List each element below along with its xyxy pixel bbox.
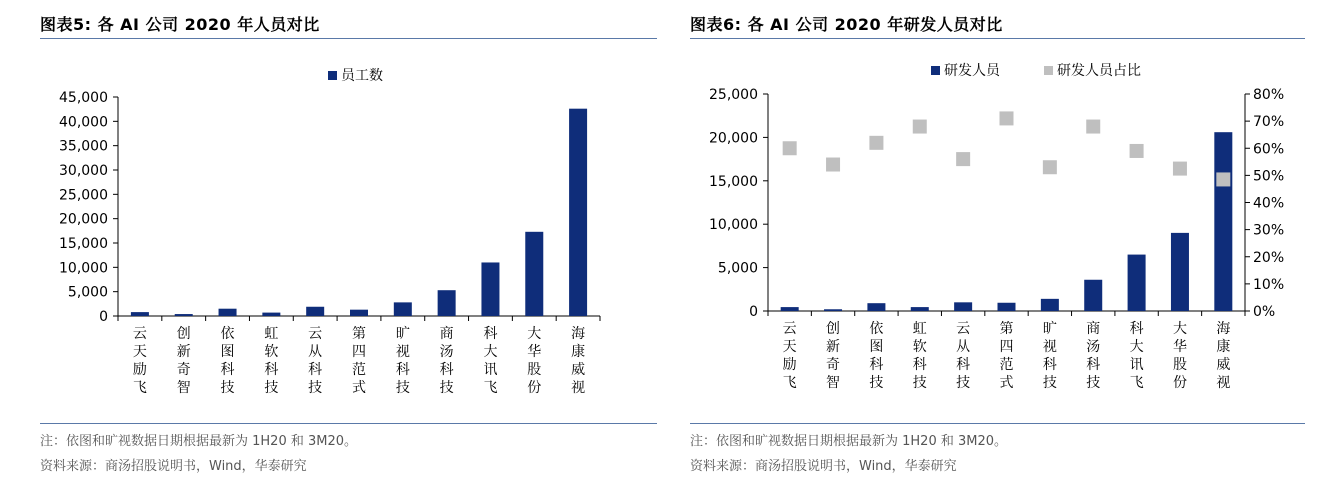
bar [306,307,324,316]
bar [954,302,972,311]
y-tick-label: 0 [99,309,108,325]
bar [262,313,280,316]
bar [394,302,412,316]
y-tick-label: 10,000 [59,260,108,277]
y-tick-label: 35,000 [59,138,108,155]
y2-tick-label: 30% [1253,222,1285,239]
right-chart-panel [690,0,1305,479]
x-tick-label: 科大讯飞 [483,326,498,396]
bar [481,262,499,316]
x-tick-label: 依图科技 [869,321,884,391]
y2-tick-label: 60% [1253,141,1285,158]
bar [569,109,587,316]
scatter-point [826,158,840,172]
chart-title: 图表6: 各 AI 公司 2020 年研发人员对比 [690,15,1003,34]
scatter-point [913,120,927,134]
y-tick-label: 15,000 [709,173,758,190]
chart-source: 资料来源：商汤招股说明书，Wind，华泰研究 [690,459,957,474]
note-divider [40,423,657,424]
x-tick-label: 虹软科技 [264,326,279,396]
x-tick-label: 旷视科技 [395,326,410,396]
x-tick-label: 依图科技 [220,326,235,396]
scatter-point [1216,172,1230,186]
scatter-point [1043,160,1057,174]
y-tick-label: 40,000 [59,114,108,131]
y-tick-label: 10,000 [709,217,758,234]
scatter-point [1173,162,1187,176]
x-tick-label: 第四范式 [352,326,366,396]
scatter-point [956,152,970,166]
left-chart-panel [40,0,657,479]
y2-tick-label: 20% [1253,249,1285,266]
bar [824,309,842,311]
y2-tick-label: 0% [1253,304,1276,320]
y-tick-label: 20,000 [59,211,108,228]
x-tick-label: 云天励飞 [782,321,797,391]
legend-swatch [931,66,940,75]
legend-swatch [328,71,337,80]
x-tick-label: 云从科技 [308,326,323,396]
y-tick-label: 25,000 [709,87,758,103]
legend-label: 研发人员占比 [1057,63,1141,79]
bar [1041,299,1059,311]
bar [525,232,543,316]
bar [1171,233,1189,311]
x-tick-label: 旷视科技 [1042,321,1057,391]
bar [219,309,237,316]
bar [438,290,456,316]
chart-note: 注：依图和旷视数据日期根据最新为 1H20 和 3M20。 [690,434,1008,449]
y2-tick-label: 70% [1253,114,1285,131]
bar [781,307,799,311]
bar [131,312,149,316]
x-tick-label: 科大讯飞 [1129,321,1144,391]
scatter-point [783,141,797,155]
bar [1128,255,1146,311]
chart-title: 图表5: 各 AI 公司 2020 年人员对比 [40,15,320,34]
title-divider [40,38,657,39]
y-tick-label: 15,000 [59,236,108,252]
y2-tick-label: 40% [1253,195,1285,212]
y-tick-label: 25,000 [59,187,108,204]
y-tick-label: 0 [749,304,758,320]
x-tick-label: 商汤科技 [439,326,454,396]
x-tick-label: 海康威视 [571,326,586,396]
x-tick-label: 云天励飞 [132,326,147,396]
bar [1214,132,1232,311]
employee-bar-chart [40,40,657,420]
x-tick-label: 商汤科技 [1086,321,1101,391]
x-tick-label: 虹软科技 [912,321,927,391]
x-tick-label: 云从科技 [956,321,971,391]
y2-tick-label: 50% [1253,168,1285,185]
bar [867,303,885,311]
x-tick-label: 海康威视 [1216,321,1231,391]
chart-source: 资料来源：商汤招股说明书，Wind，华泰研究 [40,459,307,474]
title-divider [690,38,1305,39]
y-tick-label: 30,000 [59,163,108,179]
note-divider [690,423,1305,424]
scatter-point [869,136,883,150]
x-tick-label: 创新奇智 [176,326,191,396]
x-tick-label: 第四范式 [999,321,1014,391]
legend-label: 研发人员 [944,63,1000,79]
bar [175,314,193,316]
scatter-point [1130,144,1144,158]
bar [1084,280,1102,311]
bar [998,303,1016,311]
x-tick-label: 创新奇智 [826,321,841,391]
y2-tick-label: 10% [1253,276,1285,293]
x-tick-label: 大华股份 [1172,321,1187,391]
y-tick-label: 5,000 [67,284,108,301]
legend-label: 员工数 [341,68,383,84]
legend-swatch [1044,66,1053,75]
y-tick-label: 45,000 [59,90,108,106]
rd-staff-combo-chart [690,40,1305,420]
y2-tick-label: 80% [1253,87,1285,103]
chart-note: 注：依图和旷视数据日期根据最新为 1H20 和 3M20。 [40,434,358,449]
scatter-point [1086,120,1100,134]
bar [350,310,368,316]
scatter-point [1000,111,1014,125]
y-tick-label: 5,000 [717,260,758,277]
y-tick-label: 20,000 [709,130,758,147]
bar [911,307,929,311]
x-tick-label: 大华股份 [527,326,542,396]
